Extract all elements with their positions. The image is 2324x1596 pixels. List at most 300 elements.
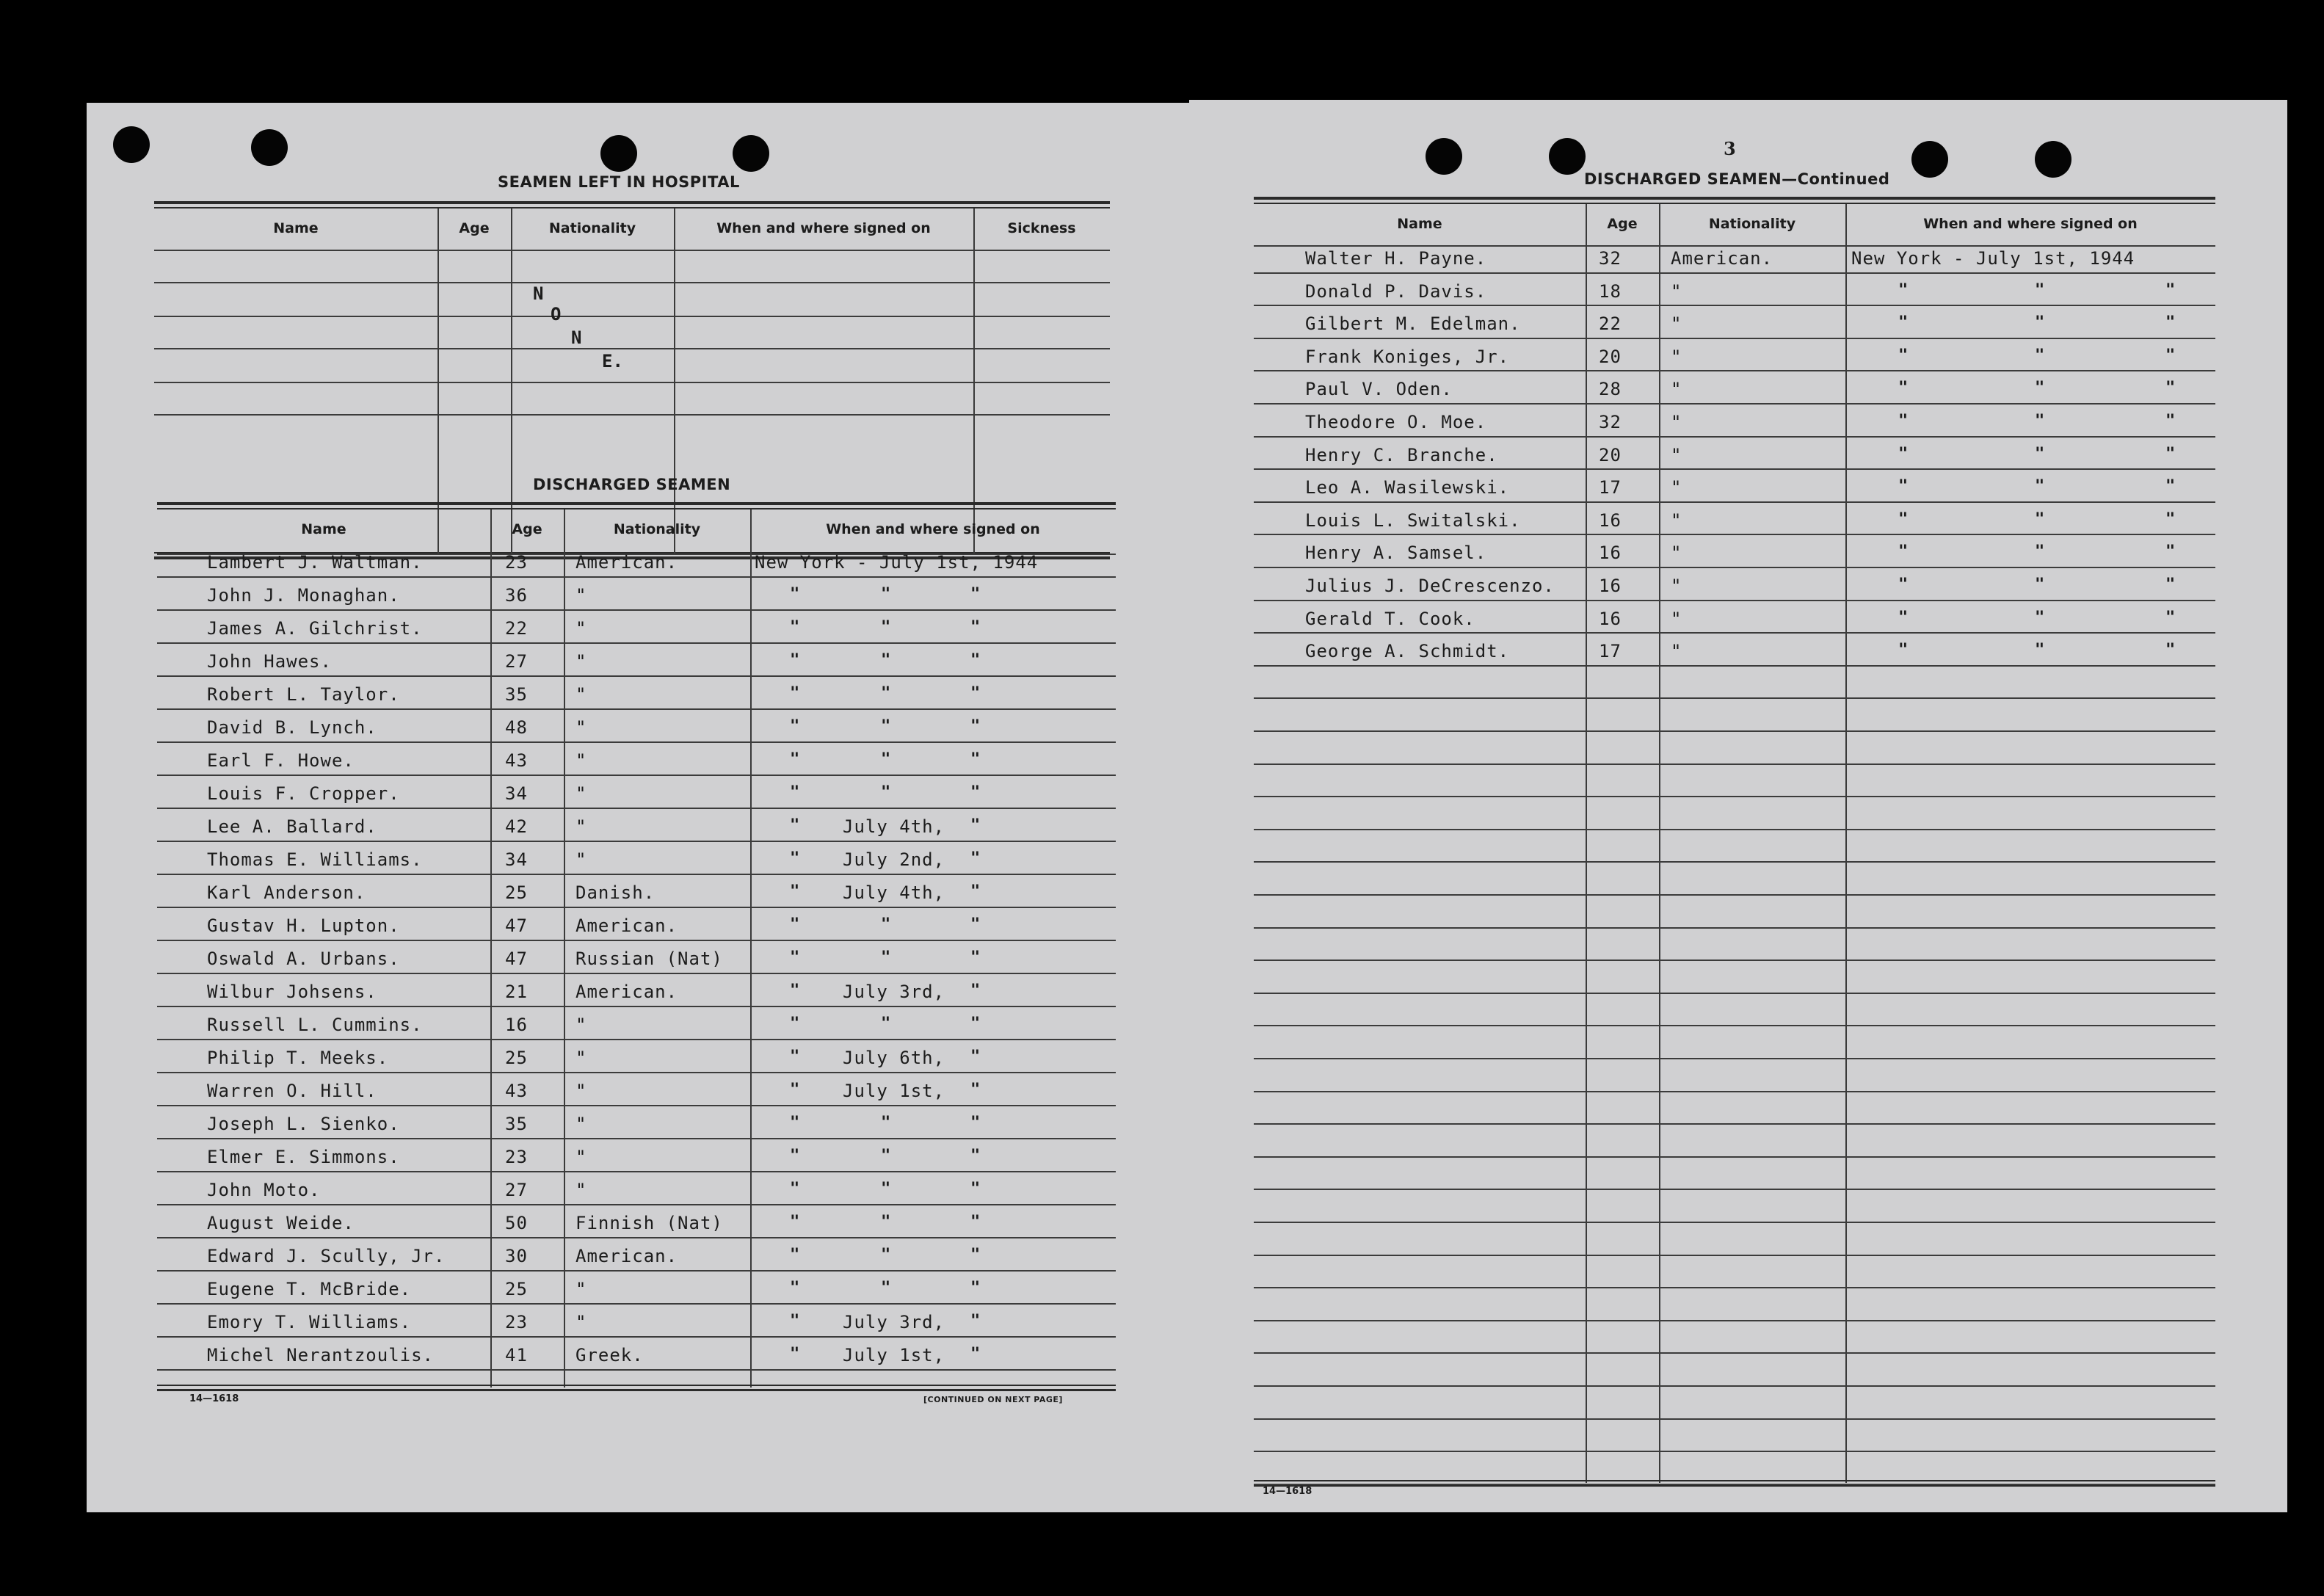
col-signed-on: When and where signed on xyxy=(1923,216,2138,232)
ditto-mark: " xyxy=(790,1345,800,1363)
ditto-mark: " xyxy=(881,915,891,934)
seaman-name: Warren O. Hill. xyxy=(207,1081,377,1101)
table-row xyxy=(157,1111,1116,1144)
seaman-name: Earl F. Howe. xyxy=(207,750,355,771)
row-rule xyxy=(1254,993,2215,994)
ditto-mark: " xyxy=(2035,444,2045,463)
continued-note: [CONTINUED ON NEXT PAGE] xyxy=(923,1395,1063,1404)
ditto-mark: " xyxy=(1898,444,1909,463)
signed-on: New York - July 1st, 1944 xyxy=(755,552,1039,573)
ditto-mark: " xyxy=(2035,509,2045,529)
ditto-mark: " xyxy=(970,1312,981,1330)
col-nationality: Nationality xyxy=(613,521,701,537)
seaman-age: 27 xyxy=(505,651,528,672)
seaman-name: Louis F. Cropper. xyxy=(207,783,400,804)
seaman-nationality: " xyxy=(575,618,587,639)
seaman-nationality: " xyxy=(1671,444,1682,465)
seaman-age: 43 xyxy=(505,1081,528,1101)
seaman-name: Frank Koniges, Jr. xyxy=(1305,346,1510,367)
table-row xyxy=(157,1078,1116,1111)
table-row xyxy=(1254,474,2215,507)
seaman-age: 16 xyxy=(505,1015,528,1035)
seaman-nationality: American. xyxy=(575,915,678,936)
seaman-nationality: " xyxy=(1671,412,1682,432)
seaman-age: 18 xyxy=(1599,280,1622,302)
table-row xyxy=(1254,278,2215,311)
col-age: Age xyxy=(1607,216,1638,232)
ditto-mark: " xyxy=(790,1048,800,1066)
table-row xyxy=(157,946,1116,979)
seaman-nationality: American. xyxy=(575,552,678,573)
row-rule xyxy=(1254,1058,2215,1059)
seaman-nationality: American. xyxy=(1671,248,1773,269)
ditto-mark: " xyxy=(2165,379,2176,398)
punch-hole xyxy=(1911,141,1948,178)
ditto-mark: " xyxy=(881,651,891,670)
row-rule xyxy=(1254,763,2215,765)
seaman-nationality: Danish. xyxy=(575,882,656,903)
ditto-mark: " xyxy=(790,1312,800,1330)
seaman-name: Michel Nerantzoulis. xyxy=(207,1345,434,1365)
signed-on-date: July 3rd, xyxy=(843,1312,945,1332)
seaman-nationality: " xyxy=(575,816,587,837)
ditto-mark: " xyxy=(2035,412,2045,430)
ditto-mark: " xyxy=(2165,346,2176,365)
col-signed-on: When and where signed on xyxy=(826,521,1040,537)
ditto-mark: " xyxy=(790,717,800,736)
seaman-age: 25 xyxy=(505,1048,528,1068)
ditto-mark: " xyxy=(1898,313,1909,333)
ditto-mark: " xyxy=(1898,346,1909,365)
seaman-name: David B. Lynch. xyxy=(207,717,377,738)
seaman-name: Julius J. DeCrescenzo. xyxy=(1305,576,1555,596)
table-row xyxy=(157,582,1116,615)
seaman-name: Gustav H. Lupton. xyxy=(207,915,400,936)
ditto-mark: " xyxy=(970,717,981,736)
seaman-age: 23 xyxy=(505,1312,528,1332)
table-row xyxy=(1254,245,2215,278)
punch-hole xyxy=(251,129,288,166)
seaman-age: 36 xyxy=(505,585,528,606)
seaman-name: Wilbur Johsens. xyxy=(207,982,377,1002)
signed-on-date: July 2nd, xyxy=(843,849,945,870)
seaman-name: Leo A. Wasilewski. xyxy=(1305,477,1510,498)
seaman-nationality: " xyxy=(575,585,587,606)
seaman-name: Paul V. Oden. xyxy=(1305,379,1453,400)
ditto-mark: " xyxy=(1898,509,1909,529)
ditto-mark: " xyxy=(970,1114,981,1132)
ditto-mark: " xyxy=(881,1279,891,1297)
row-rule xyxy=(1254,1418,2215,1420)
table-row xyxy=(1254,638,2215,671)
table-row xyxy=(1254,344,2215,377)
seaman-name: Eugene T. McBride. xyxy=(207,1279,412,1299)
ditto-mark: " xyxy=(790,585,800,603)
seaman-name: Russell L. Cummins. xyxy=(207,1015,423,1035)
seaman-age: 28 xyxy=(1599,379,1622,400)
ditto-mark: " xyxy=(790,1279,800,1297)
ditto-mark: " xyxy=(790,915,800,934)
seaman-name: Emory T. Williams. xyxy=(207,1312,412,1332)
seaman-age: 22 xyxy=(505,618,528,639)
ditto-mark: " xyxy=(2165,477,2176,496)
ditto-mark: " xyxy=(790,1114,800,1132)
seaman-name: Gilbert M. Edelman. xyxy=(1305,313,1521,335)
left-page xyxy=(87,103,1189,1512)
seaman-name: Donald P. Davis. xyxy=(1305,280,1487,302)
seaman-name: August Weide. xyxy=(207,1213,355,1233)
table-row xyxy=(157,913,1116,946)
signed-on-date: July 1st, xyxy=(843,1345,945,1365)
row-rule xyxy=(1254,927,2215,929)
ditto-mark: " xyxy=(2165,444,2176,463)
seaman-nationality: American. xyxy=(575,1246,678,1266)
ditto-mark: " xyxy=(970,816,981,835)
signed-on-date: July 4th, xyxy=(843,882,945,903)
seaman-age: 25 xyxy=(505,882,528,903)
table-row xyxy=(157,1243,1116,1276)
seaman-name: George A. Schmidt. xyxy=(1305,641,1510,662)
none-letter: N xyxy=(533,283,544,304)
seaman-nationality: " xyxy=(575,1147,587,1167)
row-rule xyxy=(1254,1156,2215,1158)
seaman-nationality: " xyxy=(1671,379,1682,400)
table-row xyxy=(157,1012,1116,1045)
ditto-mark: " xyxy=(970,1147,981,1165)
seaman-age: 20 xyxy=(1599,444,1622,465)
seaman-age: 34 xyxy=(505,783,528,804)
ditto-mark: " xyxy=(2165,576,2176,594)
seaman-name: Lee A. Ballard. xyxy=(207,816,377,837)
ditto-mark: " xyxy=(970,915,981,934)
row-rule xyxy=(1254,1287,2215,1288)
table-row xyxy=(1254,442,2215,475)
seaman-nationality: " xyxy=(1671,477,1682,498)
ditto-mark: " xyxy=(1898,280,1909,300)
ditto-mark: " xyxy=(970,982,981,1000)
ditto-mark: " xyxy=(2165,509,2176,529)
punch-hole xyxy=(733,135,769,172)
seaman-age: 50 xyxy=(505,1213,528,1233)
seaman-nationality: " xyxy=(1671,346,1682,367)
seaman-nationality: " xyxy=(575,783,587,804)
col-sickness: Sickness xyxy=(1007,220,1076,236)
seaman-nationality: Greek. xyxy=(575,1345,644,1365)
ditto-mark: " xyxy=(2165,608,2176,627)
ditto-mark: " xyxy=(790,618,800,636)
ditto-mark: " xyxy=(970,618,981,636)
ditto-mark: " xyxy=(2035,313,2045,333)
col-name: Name xyxy=(301,521,346,537)
ditto-mark: " xyxy=(881,750,891,769)
seaman-age: 35 xyxy=(505,684,528,705)
table-row xyxy=(157,648,1116,681)
ditto-mark: " xyxy=(970,651,981,670)
seaman-age: 27 xyxy=(505,1180,528,1200)
seaman-age: 42 xyxy=(505,816,528,837)
col-signed-on: When and where signed on xyxy=(716,220,931,236)
seaman-age: 17 xyxy=(1599,477,1622,498)
ditto-mark: " xyxy=(1898,576,1909,594)
discharged-section-title: DISCHARGED SEAMEN xyxy=(533,476,731,493)
ditto-mark: " xyxy=(1898,641,1909,660)
seaman-age: 32 xyxy=(1599,412,1622,432)
ditto-mark: " xyxy=(881,585,891,603)
table-row xyxy=(157,714,1116,747)
seaman-nationality: " xyxy=(575,1279,587,1299)
seaman-age: 34 xyxy=(505,849,528,870)
row-rule xyxy=(1254,1222,2215,1223)
seaman-age: 35 xyxy=(505,1114,528,1134)
row-rule xyxy=(1254,1484,2215,1485)
discharged-continued-table xyxy=(1254,197,2215,1489)
seaman-age: 43 xyxy=(505,750,528,771)
col-name: Name xyxy=(1397,216,1442,232)
ditto-mark: " xyxy=(2035,379,2045,398)
ditto-mark: " xyxy=(1898,412,1909,430)
table-row xyxy=(157,780,1116,813)
ditto-mark: " xyxy=(2165,641,2176,660)
row-rule xyxy=(1254,730,2215,732)
seaman-nationality: " xyxy=(575,849,587,870)
ditto-mark: " xyxy=(790,882,800,901)
table-row xyxy=(157,1144,1116,1177)
ditto-mark: " xyxy=(970,1081,981,1099)
ditto-mark: " xyxy=(970,585,981,603)
row-rule xyxy=(1254,1091,2215,1092)
seaman-age: 48 xyxy=(505,717,528,738)
ditto-mark: " xyxy=(881,1213,891,1231)
ditto-mark: " xyxy=(970,783,981,802)
table-row xyxy=(1254,507,2215,540)
ditto-mark: " xyxy=(790,1015,800,1033)
ditto-mark: " xyxy=(881,1015,891,1033)
row-rule xyxy=(1254,697,2215,699)
ditto-mark: " xyxy=(2035,477,2045,496)
ditto-mark: " xyxy=(790,1081,800,1099)
table-row xyxy=(157,846,1116,879)
ditto-mark: " xyxy=(881,717,891,736)
ditto-mark: " xyxy=(1898,379,1909,398)
table-row xyxy=(157,1276,1116,1309)
ditto-mark: " xyxy=(790,849,800,868)
ditto-mark: " xyxy=(790,1147,800,1165)
col-nationality: Nationality xyxy=(1708,216,1796,232)
table-row xyxy=(157,979,1116,1012)
punch-hole xyxy=(1549,138,1586,175)
seaman-nationality: " xyxy=(1671,280,1682,302)
seaman-nationality: " xyxy=(1671,576,1682,596)
ditto-mark: " xyxy=(2165,543,2176,562)
seaman-age: 23 xyxy=(505,1147,528,1167)
seaman-nationality: " xyxy=(575,717,587,738)
seaman-name: Robert L. Taylor. xyxy=(207,684,400,705)
seaman-name: Theodore O. Moe. xyxy=(1305,412,1487,432)
seaman-name: Karl Anderson. xyxy=(207,882,366,903)
table-row xyxy=(157,1045,1116,1078)
seaman-nationality: " xyxy=(575,1312,587,1332)
seaman-nationality: Finnish (Nat) xyxy=(575,1213,723,1233)
ditto-mark: " xyxy=(970,750,981,769)
ditto-mark: " xyxy=(2035,346,2045,365)
seaman-name: Henry A. Samsel. xyxy=(1305,543,1487,564)
seaman-nationality: " xyxy=(575,651,587,672)
ditto-mark: " xyxy=(970,1213,981,1231)
row-rule xyxy=(1254,960,2215,961)
seaman-name: Elmer E. Simmons. xyxy=(207,1147,400,1167)
col-age: Age xyxy=(512,521,542,537)
ditto-mark: " xyxy=(970,1015,981,1033)
punch-hole xyxy=(1426,138,1462,175)
ditto-mark: " xyxy=(2035,280,2045,300)
seaman-nationality: " xyxy=(1671,608,1682,629)
seaman-name: Oswald A. Urbans. xyxy=(207,948,400,969)
row-rule xyxy=(1254,1025,2215,1026)
row-rule xyxy=(1254,1385,2215,1387)
table-row xyxy=(157,1309,1116,1342)
ditto-mark: " xyxy=(2035,608,2045,627)
ditto-mark: " xyxy=(970,1048,981,1066)
punch-hole xyxy=(600,135,637,172)
ditto-mark: " xyxy=(1898,608,1909,627)
seaman-name: John J. Monaghan. xyxy=(207,585,400,606)
row-rule xyxy=(1254,1352,2215,1354)
ditto-mark: " xyxy=(881,1180,891,1198)
ditto-mark: " xyxy=(881,1114,891,1132)
seaman-name: Joseph L. Sienko. xyxy=(207,1114,400,1134)
signed-on-date: July 1st, xyxy=(843,1081,945,1101)
hospital-section-title: SEAMEN LEFT IN HOSPITAL xyxy=(498,173,740,191)
row-rule xyxy=(1254,1189,2215,1190)
seaman-nationality: " xyxy=(575,1081,587,1101)
ditto-mark: " xyxy=(790,816,800,835)
ditto-mark: " xyxy=(790,982,800,1000)
ditto-mark: " xyxy=(790,750,800,769)
table-row xyxy=(157,1342,1116,1375)
ditto-mark: " xyxy=(790,684,800,703)
seaman-name: Louis L. Switalski. xyxy=(1305,509,1521,531)
seaman-name: John Moto. xyxy=(207,1180,321,1200)
row-rule xyxy=(1254,1451,2215,1452)
ditto-mark: " xyxy=(881,684,891,703)
seaman-age: 23 xyxy=(505,552,528,573)
ditto-mark: " xyxy=(970,684,981,703)
ditto-mark: " xyxy=(970,849,981,868)
ditto-mark: " xyxy=(2035,543,2045,562)
table-row xyxy=(157,549,1116,582)
col-name: Name xyxy=(273,220,319,236)
row-rule xyxy=(1254,1320,2215,1321)
ditto-mark: " xyxy=(790,651,800,670)
ditto-mark: " xyxy=(970,1345,981,1363)
seaman-age: 41 xyxy=(505,1345,528,1365)
signed-on: New York - July 1st, 1944 xyxy=(1851,248,2135,269)
seaman-name: Edward J. Scully, Jr. xyxy=(207,1246,446,1266)
row-rule xyxy=(1254,796,2215,797)
table-row xyxy=(157,681,1116,714)
seaman-nationality: " xyxy=(575,684,587,705)
ditto-mark: " xyxy=(881,1246,891,1264)
table-row xyxy=(1254,311,2215,344)
table-row xyxy=(157,747,1116,780)
punch-hole xyxy=(113,126,150,163)
ditto-mark: " xyxy=(790,1180,800,1198)
seaman-age: 47 xyxy=(505,948,528,969)
seaman-name: John Hawes. xyxy=(207,651,332,672)
seaman-age: 16 xyxy=(1599,608,1622,629)
seaman-nationality: American. xyxy=(575,982,678,1002)
seaman-nationality: " xyxy=(1671,641,1682,662)
seaman-age: 32 xyxy=(1599,248,1622,269)
seaman-age: 22 xyxy=(1599,313,1622,335)
table-row xyxy=(1254,376,2215,409)
ditto-mark: " xyxy=(970,882,981,901)
seaman-nationality: " xyxy=(575,1180,587,1200)
ditto-mark: " xyxy=(2035,641,2045,660)
seaman-age: 30 xyxy=(505,1246,528,1266)
seaman-name: Henry C. Branche. xyxy=(1305,444,1498,465)
punch-hole xyxy=(2035,141,2071,178)
seaman-name: Walter H. Payne. xyxy=(1305,248,1487,269)
seaman-nationality: " xyxy=(1671,509,1682,531)
discharged-table xyxy=(157,502,1116,1390)
row-rule xyxy=(1254,1123,2215,1125)
ditto-mark: " xyxy=(2165,412,2176,430)
table-row xyxy=(1254,409,2215,442)
ditto-mark: " xyxy=(2165,313,2176,333)
table-row xyxy=(1254,573,2215,606)
table-row xyxy=(157,879,1116,913)
discharged-continued-title: DISCHARGED SEAMEN—Continued xyxy=(1584,170,1890,188)
col-age: Age xyxy=(459,220,490,236)
ditto-mark: " xyxy=(1898,477,1909,496)
table-row xyxy=(157,615,1116,648)
right-page xyxy=(1189,100,2287,1512)
row-rule xyxy=(1254,894,2215,896)
none-letter: O xyxy=(551,304,562,324)
seaman-nationality: " xyxy=(1671,543,1682,564)
ditto-mark: " xyxy=(881,948,891,967)
signed-on-date: July 3rd, xyxy=(843,982,945,1002)
seaman-name: Gerald T. Cook. xyxy=(1305,608,1475,629)
ditto-mark: " xyxy=(970,1279,981,1297)
signed-on-date: July 6th, xyxy=(843,1048,945,1068)
seaman-name: Thomas E. Williams. xyxy=(207,849,423,870)
row-rule xyxy=(1254,1255,2215,1256)
ditto-mark: " xyxy=(1898,543,1909,562)
ditto-mark: " xyxy=(970,1180,981,1198)
seaman-nationality: Russian (Nat) xyxy=(575,948,723,969)
none-letter: N xyxy=(571,327,582,348)
table-row xyxy=(1254,606,2215,639)
table-row xyxy=(157,1177,1116,1210)
none-letter: E. xyxy=(602,351,623,371)
seaman-nationality: " xyxy=(575,1114,587,1134)
ditto-mark: " xyxy=(790,1246,800,1264)
ditto-mark: " xyxy=(2165,280,2176,300)
seaman-age: 16 xyxy=(1599,543,1622,564)
seaman-nationality: " xyxy=(575,1048,587,1068)
ditto-mark: " xyxy=(790,948,800,967)
seaman-name: Philip T. Meeks. xyxy=(207,1048,389,1068)
row-rule xyxy=(1254,829,2215,830)
seaman-nationality: " xyxy=(575,750,587,771)
page-number: 3 xyxy=(1724,138,1736,159)
form-code: 14—1618 xyxy=(189,1393,239,1404)
signed-on-date: July 4th, xyxy=(843,816,945,837)
seaman-name: Lambert J. Waltman. xyxy=(207,552,423,573)
seaman-nationality: " xyxy=(575,1015,587,1035)
